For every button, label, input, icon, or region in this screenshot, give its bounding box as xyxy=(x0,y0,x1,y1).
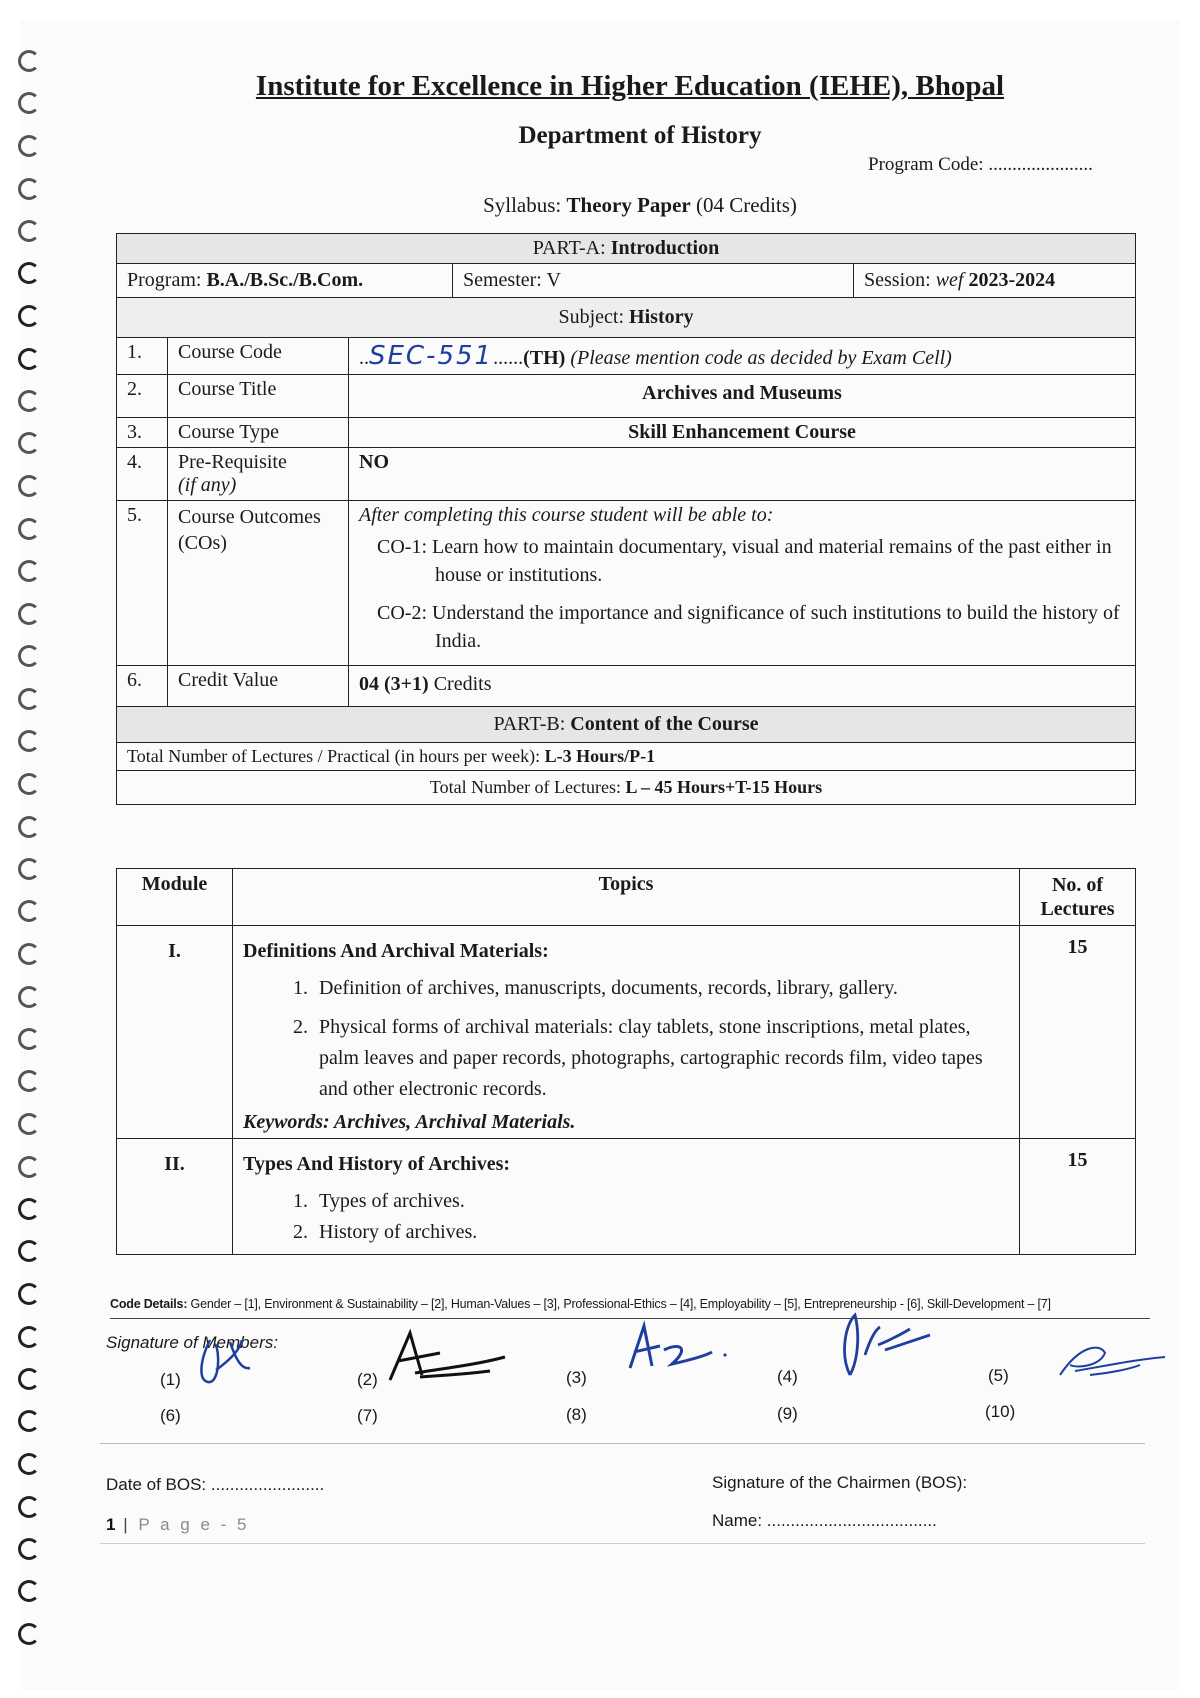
row-course-outcomes xyxy=(117,501,1136,666)
row-label: Pre-Requisite (if any) xyxy=(168,448,349,501)
part-a-table xyxy=(116,233,1136,805)
course-type-value: Skill Enhancement Course xyxy=(349,418,1136,448)
signature-slot: (4) xyxy=(777,1367,798,1386)
row-course-type xyxy=(117,418,1136,448)
part-a-header: PART-A: Introduction xyxy=(117,234,1136,264)
row-course-title xyxy=(117,375,1136,418)
row-label: Credit Value xyxy=(168,666,349,707)
signature-slot: (6) xyxy=(160,1406,181,1425)
signature-slot: (3) xyxy=(566,1368,587,1387)
semester-cell: Semester: V xyxy=(453,264,854,297)
row-number: 1. xyxy=(117,338,168,375)
divider xyxy=(100,1443,1145,1444)
institute-title: Institute for Excellence in Higher Education (IEHE), Bhopal xyxy=(255,70,1005,102)
row-credit-value xyxy=(117,666,1136,707)
signature-4 xyxy=(830,1305,940,1385)
signature-slot: (5) xyxy=(988,1366,1009,1385)
part-b-header: PART-B: Content of the Course xyxy=(117,707,1136,743)
module-id: II. xyxy=(117,1139,233,1255)
handwritten-course-code: SEC-551 xyxy=(369,341,494,371)
module-keywords: Keywords: Archives, Archival Materials. xyxy=(243,1111,576,1133)
signature-slot: (2) xyxy=(357,1370,378,1389)
module-lectures: 15 xyxy=(1020,926,1136,1139)
co-1: CO-1: Learn how to maintain documentary, visual and material remains of the past either in house or institutions. xyxy=(377,536,1112,586)
row-number: 4. xyxy=(117,448,168,501)
chairman-name: Name: .................................... xyxy=(712,1511,937,1530)
chairman-signature-label: Signature of the Chairmen (BOS): xyxy=(712,1473,968,1492)
course-title-value: Archives and Museums xyxy=(349,375,1136,418)
topic-item: 1. Types of archives. xyxy=(313,1186,1009,1217)
signature-1 xyxy=(180,1330,260,1390)
row-label: Course Type xyxy=(168,418,349,448)
module-lectures: 15 xyxy=(1020,1139,1136,1255)
lectures-weekly: Total Number of Lectures / Practical (in hours per week): L-3 Hours/P-1 xyxy=(117,743,1136,771)
module-row xyxy=(117,1139,1136,1255)
credit-value: 04 (3+1) Credits xyxy=(349,666,1136,707)
row-label: Course Code xyxy=(168,338,349,375)
row-number: 5. xyxy=(117,501,168,666)
divider xyxy=(110,1318,1150,1319)
lectures-total: Total Number of Lectures: L – 45 Hours+T-15 Hours xyxy=(117,771,1136,805)
co-2: CO-2: Understand the importance and significance of such institutions to build the history of India. xyxy=(377,602,1120,652)
co-intro: After completing this course student will be able to: xyxy=(359,504,774,526)
signature-slot: (1) xyxy=(160,1370,181,1389)
signature-slot: (8) xyxy=(566,1405,587,1424)
module-id: I. xyxy=(117,926,233,1139)
course-outcomes-value xyxy=(349,501,1136,666)
row-number: 3. xyxy=(117,418,168,448)
module-topics xyxy=(233,926,1020,1139)
signature-slot: (9) xyxy=(777,1404,798,1423)
row-prerequisite xyxy=(117,448,1136,501)
department-title: Department of History xyxy=(518,122,762,149)
signature-3 xyxy=(620,1320,740,1380)
page-number: 1 | P a g e - 5 xyxy=(106,1515,250,1534)
signature-2 xyxy=(380,1325,510,1395)
divider xyxy=(100,1543,1145,1544)
module-heading: Definitions And Archival Materials: xyxy=(243,940,549,962)
topic-item: 2. History of archives. xyxy=(313,1217,1009,1248)
col-module-header: Module xyxy=(117,869,233,926)
topic-item: 2. Physical forms of archival materials: clay tablets, stone inscriptions, metal plates, palm leaves and paper records, photographs, cartographic records film, video tapes and other electronic records. xyxy=(313,1012,1009,1105)
program-code: Program Code: ...................... xyxy=(868,154,1093,175)
signature-members-label: Signature of Members: xyxy=(106,1333,278,1352)
row-label: Course Title xyxy=(168,375,349,418)
row-label: Course Outcomes (COs) xyxy=(168,501,349,666)
col-lectures-header: No. of Lectures xyxy=(1020,869,1136,926)
signature-slot: (7) xyxy=(357,1406,378,1425)
session-cell: Session: wef 2023-2024 xyxy=(864,269,1056,291)
course-code-value: ..SEC-551......(TH) (Please mention code as decided by Exam Cell) xyxy=(349,338,1136,375)
binder-rings xyxy=(18,40,44,1680)
date-of-bos: Date of BOS: ........................ xyxy=(106,1475,325,1494)
topic-item: 1. Definition of archives, manuscripts, documents, records, library, gallery. xyxy=(313,973,1009,1004)
row-number: 6. xyxy=(117,666,168,707)
code-details: Code Details: Gender – [1], Environment & Sustainability – [2], Human-Values – [3], Professional-Ethics – [4], Employability – [5], Entrepreneurship - [6], Skill-Development – [7] xyxy=(110,1297,1051,1311)
program-cell: Program: B.A./B.Sc./B.Com. xyxy=(117,264,453,297)
signature-slot: (10) xyxy=(985,1402,1016,1421)
module-heading: Types And History of Archives: xyxy=(243,1153,511,1175)
module-row xyxy=(117,926,1136,1139)
col-topics-header: Topics xyxy=(233,869,1020,926)
subject-header: Subject: History xyxy=(117,298,1136,338)
topics-table xyxy=(116,868,1136,1255)
row-course-code xyxy=(117,338,1136,375)
prerequisite-value: NO xyxy=(349,448,1136,501)
signature-5 xyxy=(1050,1335,1170,1385)
syllabus-line: Syllabus: Theory Paper (04 Credits) xyxy=(483,193,797,217)
module-topics xyxy=(233,1139,1020,1255)
row-number: 2. xyxy=(117,375,168,418)
